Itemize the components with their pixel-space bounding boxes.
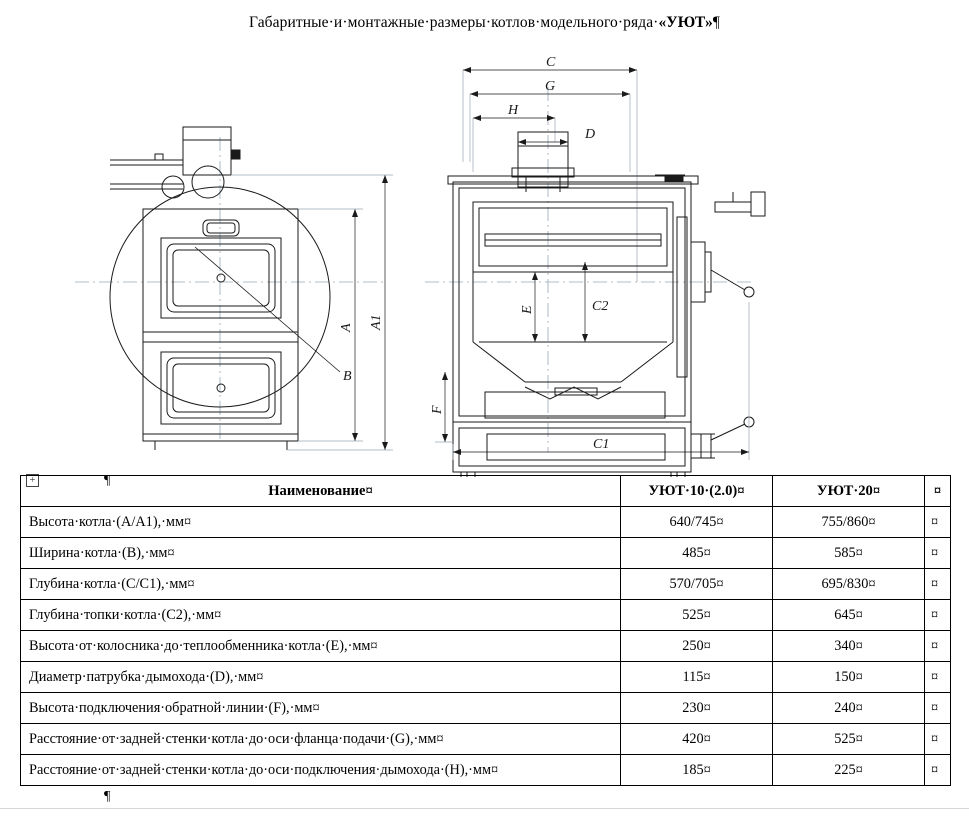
row-value-uyut20: 150¤ bbox=[773, 662, 925, 693]
table-row bbox=[21, 631, 951, 662]
page-title-plain: Габаритные·и·монтажные·размеры·котлов·модельного·ряда· bbox=[249, 14, 659, 31]
page-bottom-divider bbox=[0, 808, 969, 809]
row-value-uyut20: 525¤ bbox=[773, 724, 925, 755]
row-label: Высота·от·колосника·до·теплообменника·котла·(Е),·мм¤ bbox=[21, 631, 621, 662]
row-endmark: ¤ bbox=[925, 600, 951, 631]
row-value-uyut20: 340¤ bbox=[773, 631, 925, 662]
column-header-uyut10: УЮТ·10·(2.0)¤ bbox=[621, 476, 773, 507]
row-value-uyut10: 420¤ bbox=[621, 724, 773, 755]
specifications-table bbox=[20, 475, 951, 786]
row-label: Высота·подключения·обратной·линии·(F),·мм¤ bbox=[21, 693, 621, 724]
table-row bbox=[21, 569, 951, 600]
row-value-uyut20: 645¤ bbox=[773, 600, 925, 631]
table-row bbox=[21, 755, 951, 786]
row-endmark: ¤ bbox=[925, 662, 951, 693]
row-value-uyut20: 585¤ bbox=[773, 538, 925, 569]
row-value-uyut20: 695/830¤ bbox=[773, 569, 925, 600]
row-endmark: ¤ bbox=[925, 538, 951, 569]
boiler-technical-drawing bbox=[55, 42, 935, 477]
paragraph-mark-below-table: ¶ bbox=[104, 789, 111, 804]
row-value-uyut10: 570/705¤ bbox=[621, 569, 773, 600]
dim-label-A: A bbox=[339, 323, 354, 332]
dim-label-D: D bbox=[585, 127, 596, 142]
dim-label-B: B bbox=[343, 369, 352, 384]
row-label: Глубина·топки·котла·(С2),·мм¤ bbox=[21, 600, 621, 631]
row-label: Расстояние·от·задней·стенки·котла·до·оси·фланца·подачи·(G),·мм¤ bbox=[21, 724, 621, 755]
row-label: Расстояние·от·задней·стенки·котла·до·оси·подключения·дымохода·(Н),·мм¤ bbox=[21, 755, 621, 786]
row-endmark: ¤ bbox=[925, 693, 951, 724]
row-endmark: ¤ bbox=[925, 631, 951, 662]
dim-label-C2: C2 bbox=[592, 299, 609, 314]
paragraph-mark-above-table: ¶ bbox=[104, 473, 111, 488]
row-value-uyut10: 185¤ bbox=[621, 755, 773, 786]
column-header-name: Наименование¤ bbox=[21, 476, 621, 507]
dim-label-C1: C1 bbox=[593, 437, 610, 452]
dim-label-F: F bbox=[430, 405, 445, 414]
row-value-uyut20: 755/860¤ bbox=[773, 507, 925, 538]
page-title-bold: «УЮТ» bbox=[658, 14, 713, 31]
table-row bbox=[21, 724, 951, 755]
table-row bbox=[21, 693, 951, 724]
row-value-uyut10: 230¤ bbox=[621, 693, 773, 724]
dim-label-C: C bbox=[546, 55, 556, 70]
row-endmark: ¤ bbox=[925, 724, 951, 755]
table-header-row bbox=[21, 476, 951, 507]
row-label: Глубина·котла·(С/С1),·мм¤ bbox=[21, 569, 621, 600]
row-endmark: ¤ bbox=[925, 569, 951, 600]
dim-label-A1: A1 bbox=[369, 314, 384, 330]
dim-label-E: E bbox=[520, 305, 535, 314]
row-value-uyut10: 250¤ bbox=[621, 631, 773, 662]
column-header-endmark: ¤ bbox=[925, 476, 951, 507]
row-endmark: ¤ bbox=[925, 755, 951, 786]
row-label: Высота·котла·(А/А1),·мм¤ bbox=[21, 507, 621, 538]
row-value-uyut10: 525¤ bbox=[621, 600, 773, 631]
table-row bbox=[21, 662, 951, 693]
row-value-uyut10: 115¤ bbox=[621, 662, 773, 693]
row-label: Диаметр·патрубка·дымохода·(D),·мм¤ bbox=[21, 662, 621, 693]
row-label: Ширина·котла·(В),·мм¤ bbox=[21, 538, 621, 569]
table-row bbox=[21, 538, 951, 569]
row-value-uyut10: 640/745¤ bbox=[621, 507, 773, 538]
table-row bbox=[21, 507, 951, 538]
column-header-uyut20: УЮТ·20¤ bbox=[773, 476, 925, 507]
dim-label-G: G bbox=[545, 79, 556, 94]
row-value-uyut20: 225¤ bbox=[773, 755, 925, 786]
row-endmark: ¤ bbox=[925, 507, 951, 538]
dim-label-H: H bbox=[508, 103, 519, 118]
pilcrow-title: ¶ bbox=[712, 14, 720, 31]
specifications-table-wrapper bbox=[20, 475, 950, 786]
row-value-uyut20: 240¤ bbox=[773, 693, 925, 724]
row-value-uyut10: 485¤ bbox=[621, 538, 773, 569]
page-title bbox=[0, 14, 969, 32]
table-row bbox=[21, 600, 951, 631]
